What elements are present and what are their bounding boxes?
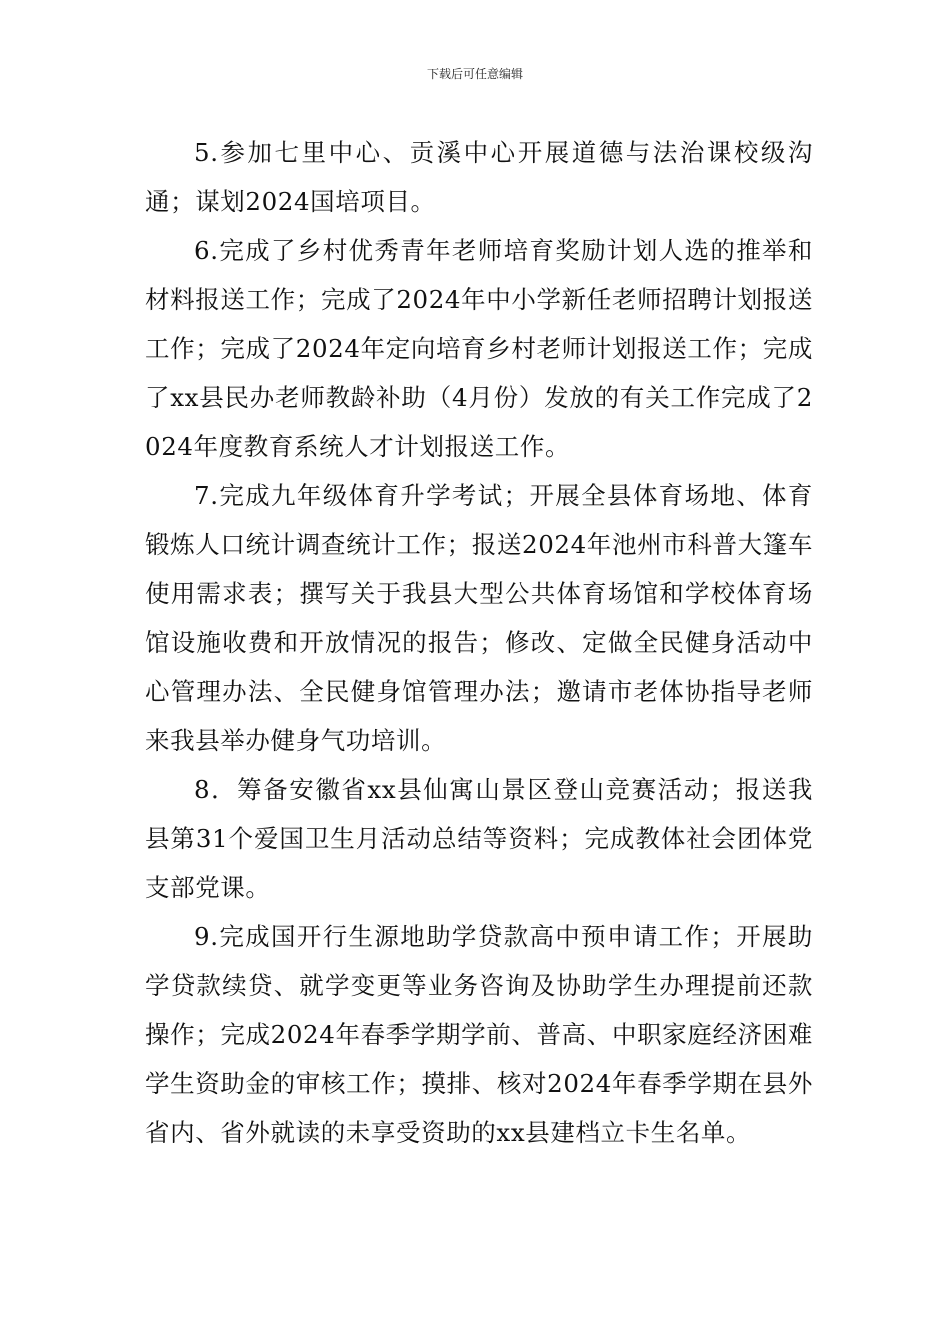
paragraph-item-5: 5.参加七里中心、贡溪中心开展道德与法治课校级沟通；谋划2024国培项目。 bbox=[145, 138, 813, 216]
paragraph-item-8: 8．筹备安徽省xx县仙寓山景区登山竞赛活动；报送我县第31个爱国卫生月活动总结等资料；完成教体社会团体党支部党课。 bbox=[145, 775, 813, 902]
paragraph-item-6: 6.完成了乡村优秀青年老师培育奖励计划人选的推举和材料报送工作；完成了2024年中小学新任老师招聘计划报送工作；完成了2024年定向培育乡村老师计划报送工作；完成了xx县民办老师教龄补助（4月份）发放的有关工作完成了2024年度教育系统人才计划报送工作。 bbox=[145, 236, 813, 461]
paragraph-item-7: 7.完成九年级体育升学考试；开展全县体育场地、体育锻炼人口统计调查统计工作；报送2024年池州市科普大篷车使用需求表；撰写关于我县大型公共体育场馆和学校体育场馆设施收费和开放情况的报告；修改、定做全民健身活动中心管理办法、全民健身馆管理办法；邀请市老体协指导老师来我县举办健身气功培训。 bbox=[145, 481, 813, 755]
paragraph-item-9: 9.完成国开行生源地助学贷款高中预申请工作；开展助学贷款续贷、就学变更等业务咨询及协助学生办理提前还款操作；完成2024年春季学期学前、普高、中职家庭经济困难学生资助金的审核工作；摸排、核对2024年春季学期在县外省内、省外就读的未享受资助的xx县建档立卡生名单。 bbox=[145, 922, 813, 1147]
document-body bbox=[145, 128, 813, 1157]
page-header-note: 下载后可任意编辑 bbox=[426, 67, 523, 81]
